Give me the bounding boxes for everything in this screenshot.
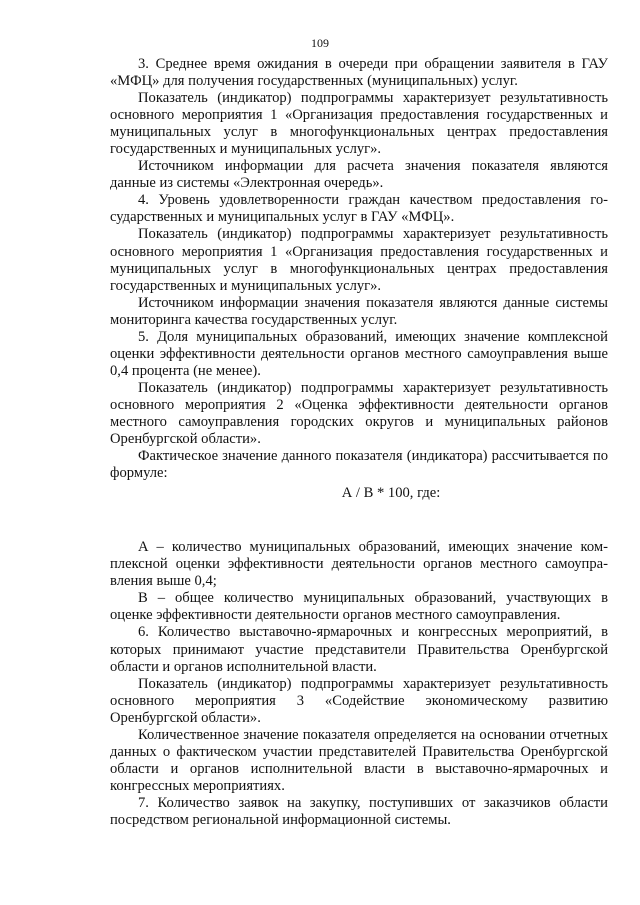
paragraph-information-source: Источником информации значения показателя являются данные системы мониторинга качества государственных услуг. [110, 294, 608, 328]
paragraph-information-source: Источником информации для расчета значения показателя являются данные из системы «Электронная очередь». [110, 158, 608, 192]
paragraph-variable-b: В – общее количество муниципальных образований, участвующих в оценке эффективности деятельности органов местного самоуправления. [110, 590, 608, 624]
formula: А / В * 100, где: [341, 485, 441, 502]
page-number: 109 [311, 36, 329, 50]
paragraph-item-4: 4. Уровень удовлетворенности граждан качеством предоставления государственных и муниципальных услуг в ГАУ «МФЦ». [110, 192, 608, 226]
paragraph-item-5: 5. Доля муниципальных образований, имеющих значение комплексной оценки эффективности деятельности органов местного самоуправления выше 0,4 процента (не менее). [110, 328, 608, 379]
paragraph-formula-intro: Фактическое значение данного показателя (индикатора) рассчитывается по формуле: [110, 448, 608, 482]
paragraph-indicator-description: Показатель (индикатор) подпрограммы характеризует результативность основного мероприятия 2 «Оценка эффективности деятельности органов местного самоуправления городских округов и муниципальных районов Оренбургской области». [110, 379, 608, 448]
paragraph-indicator-description: Показатель (индикатор) подпрограммы характеризует результативность основного мероприятия 1 «Организация предоставления государственных и муниципальных услуг в многофункциональных центрах предоставления государственных и муниципальных услуг». [110, 226, 608, 294]
paragraph-indicator-description: Показатель (индикатор) подпрограммы характеризует результативность основного мероприятия 3 «Содействие экономическому развитию Оренбургской области». [110, 675, 608, 726]
paragraph-item-6: 6. Количество выставочно-ярмарочных и конгрессных мероприятий, в которых принимают участие представители Правительства Оренбургской области и органов исполнительной власти. [110, 624, 608, 675]
paragraph-item-7: 7. Количество заявок на закупку, поступивших от заказчиков области посредством региональной информационной системы. [110, 794, 608, 828]
document-body [110, 56, 608, 829]
paragraph-variable-a: А – количество муниципальных образований, имеющих значение комплексной оценки эффективности деятельности органов местного самоуправления выше 0,4; [110, 539, 608, 590]
paragraph-quantitative-value: Количественное значение показателя определяется на основании отчетных данных о фактическом участии представителей Правительства Оренбургской области и органов исполнительной власти в выставочно-ярмарочных и конгрессных мероприятиях. [110, 726, 608, 794]
paragraph-indicator-description: Показатель (индикатор) подпрограммы характеризует результативность основного мероприятия 1 «Организация предоставления государственных и муниципальных услуг в многофункциональных центрах предоставления государственных и муниципальных услуг». [110, 90, 608, 158]
paragraph-item-3: 3. Среднее время ожидания в очереди при обращении заявителя в ГАУ «МФЦ» для получения государственных (муниципальных) услуг. [110, 56, 608, 90]
